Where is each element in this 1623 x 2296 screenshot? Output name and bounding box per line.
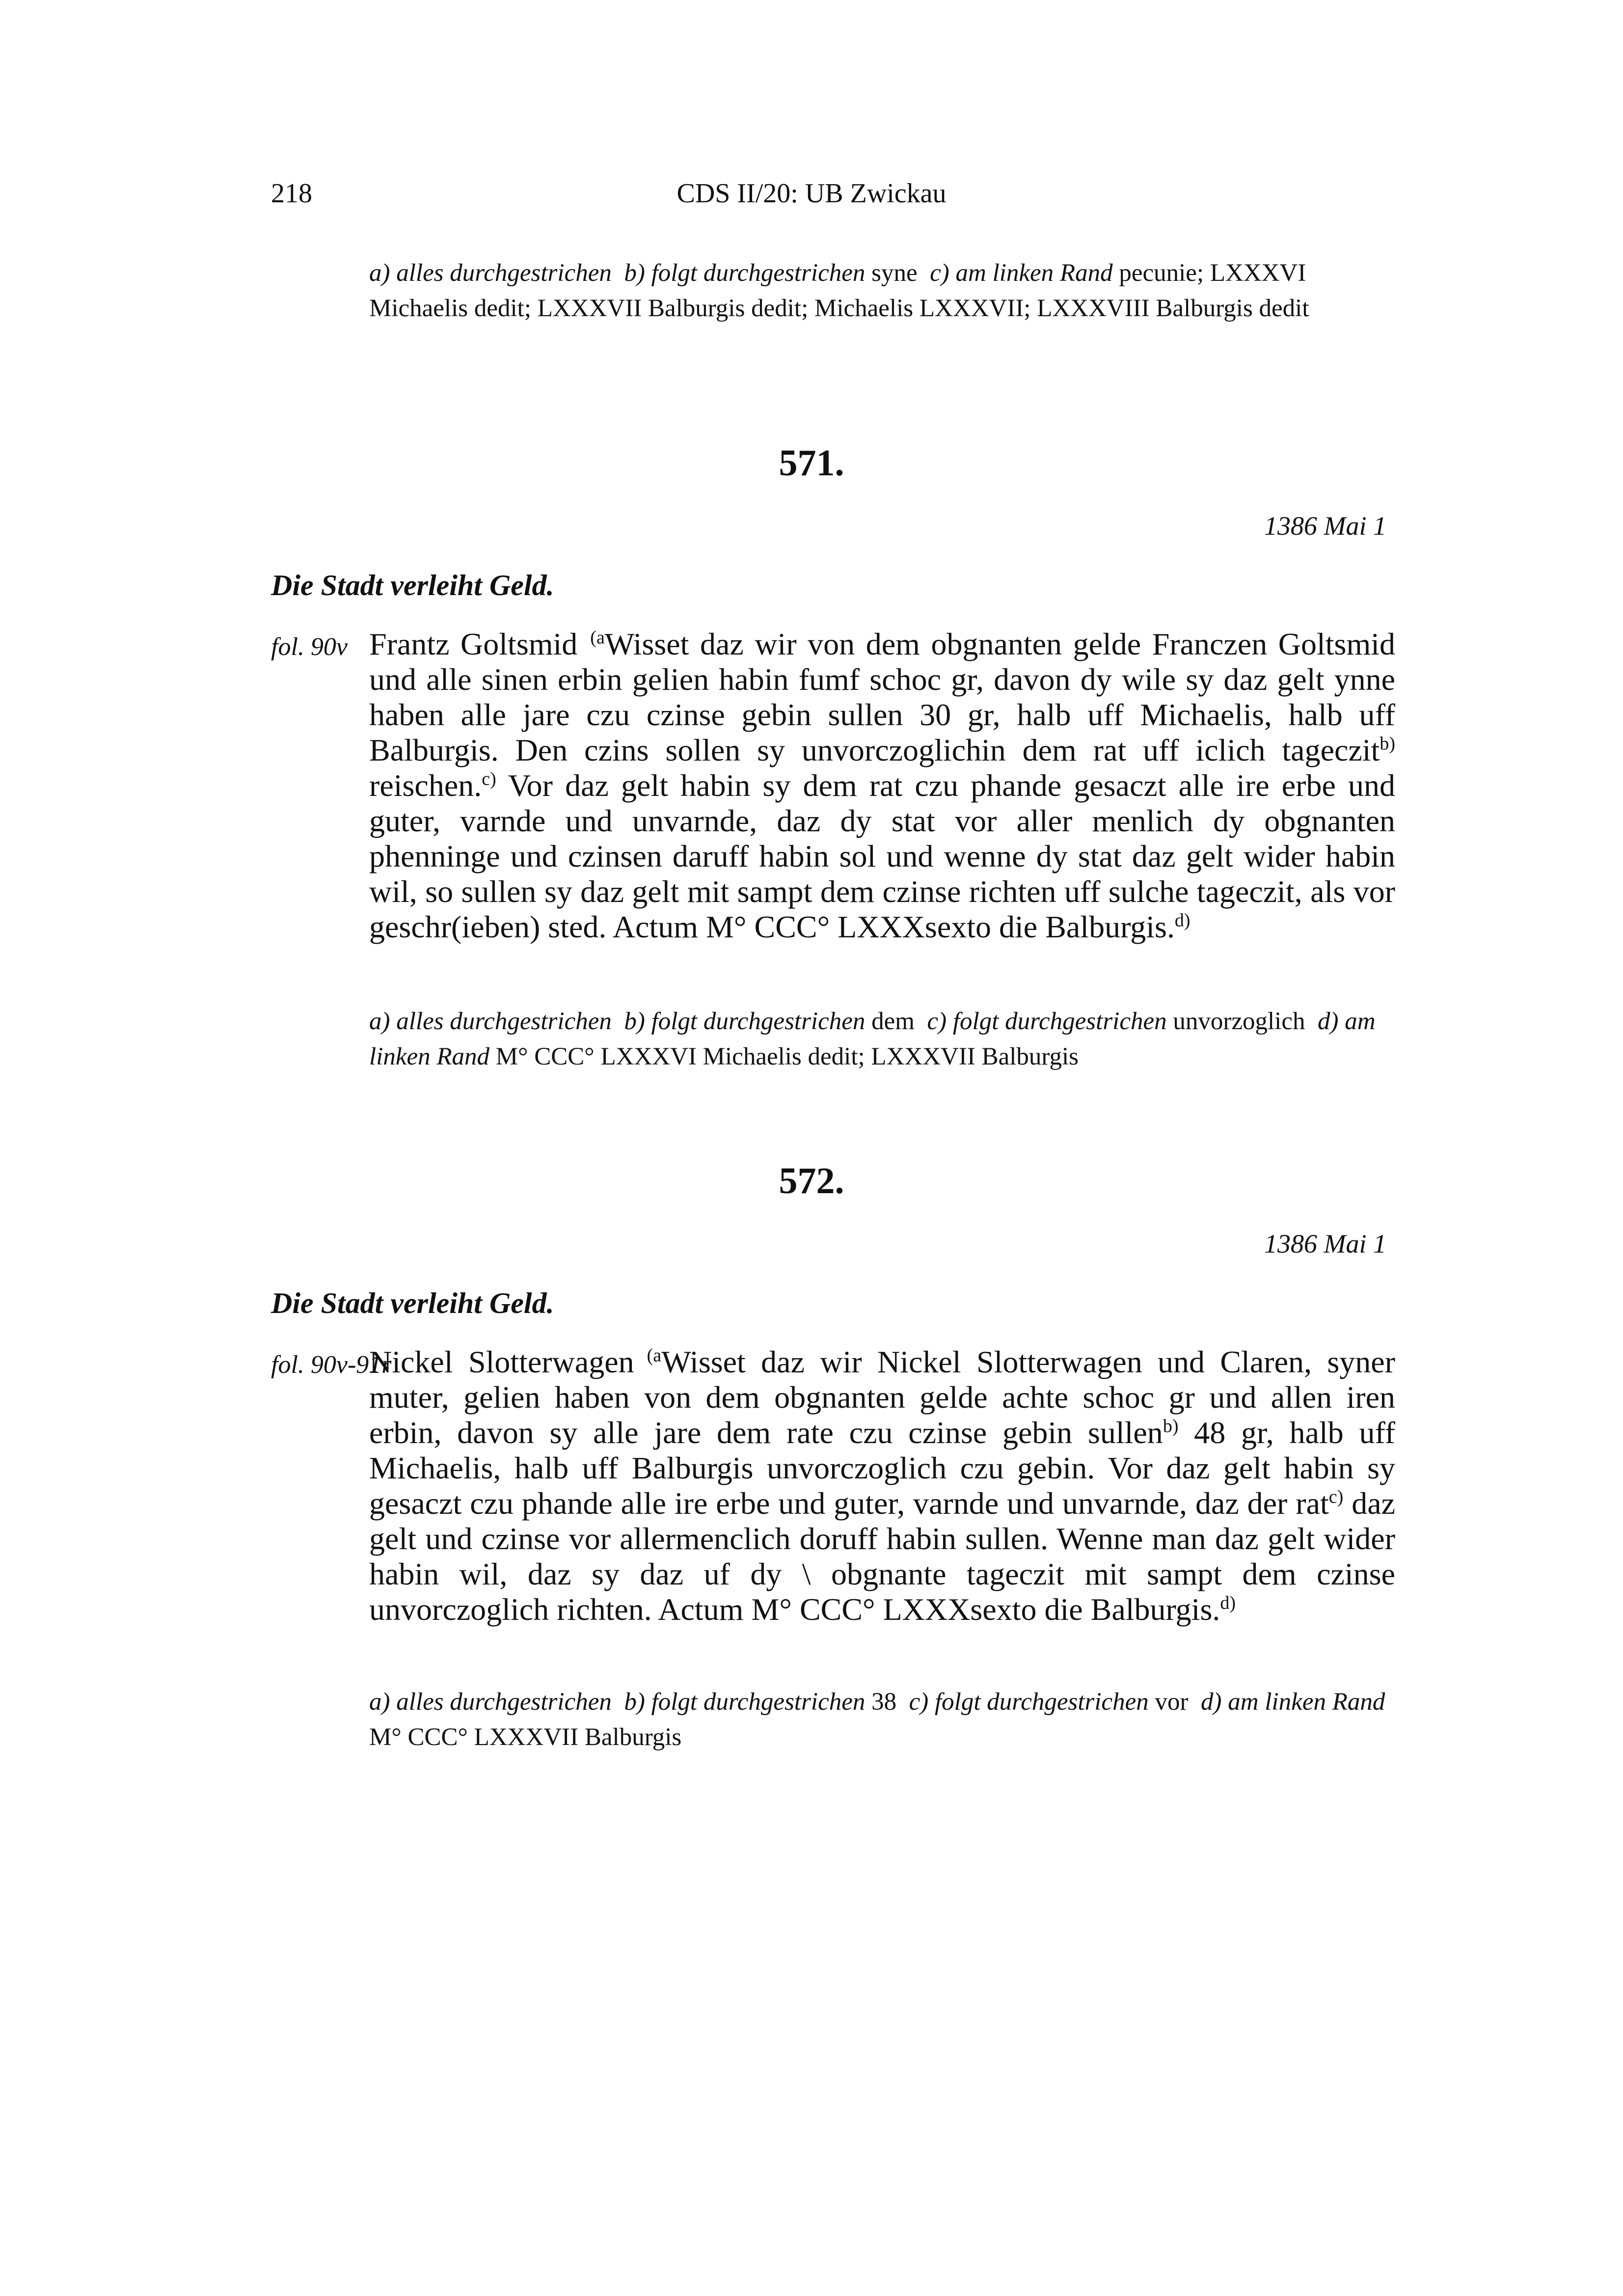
note-text: alles durchgestrichen	[396, 259, 612, 287]
note-content: M° CCC° LXXXVI Michaelis dedit; LXXXVII Balburgis	[495, 1043, 1079, 1070]
note-text: folgt durchgestrichen	[651, 1688, 866, 1716]
entry-number: 572.	[779, 1160, 844, 1202]
note-marker: c)	[927, 1008, 947, 1035]
footnote-ref: c)	[482, 768, 496, 790]
entry-date: 1386 Mai 1	[1264, 511, 1386, 541]
entry-text: 48 gr, halb uff Michaelis, halb uff Balburgis unvorczoglich czu gebin. Vor daz gelt habin sy gesaczt czu phande alle ire erbe und guter, varnde und unvarnde, daz der rat	[369, 1415, 1396, 1521]
note-word: unvorzoglich	[1173, 1008, 1305, 1035]
note-text: am linken Rand	[955, 259, 1113, 287]
folio-reference: fol. 90v-91r	[271, 1351, 392, 1379]
entry-lead: Nickel Slotterwagen	[369, 1344, 634, 1379]
footnote-ref: c)	[1328, 1486, 1344, 1507]
note-text: folgt durchgestrichen	[952, 1008, 1167, 1035]
entry-lead: Frantz Goltsmid	[369, 627, 578, 661]
entry-text: daz gelt und czinse vor allermenclich doruff habin sullen. Wenne man daz gelt wider habin wil, daz sy daz uf dy \ obgnante tageczit mit sampt dem czinse unvorczoglich richten. Actum M° CCC° LXXXsexto die Balburgis.	[369, 1486, 1396, 1627]
footnote-ref: d)	[1174, 910, 1190, 931]
note-marker: a)	[369, 1688, 390, 1716]
entry-title: Die Stadt verleiht Geld.	[271, 1287, 554, 1319]
page-number: 218	[271, 178, 312, 209]
entry-body: fol. 90v Frantz Goltsmid $^{(a}$Wisset daz wir von dem obgnanten gelde Franczen Goltsmid und alle sinen erbin gelien habin fumf schoc gr, davon dy wile sy daz gelt ynne haben alle jare czu czinse gebin sullen 30 gr, halb uff Michaelis, halb uff Balburgis. Den czins sollen sy unvorczoglichin dem rat uff iclich tageczit$^{b)}$ reischen.$^{c)}$ Vor daz gelt habin sy dem rat czu phande gesaczt alle ire erbe und guter, varnde und unvarnde, daz dy stat vor aller menlich dy obgnanten phenninge und czinsen daruff habin sol und wenne dy stat daz gelt wider habin wil, so sullen sy daz gelt mit sampt dem czinse richten uff sulche tageczit, als vor geschr(ieben) sted. Actum M° CCC° LXXXsexto die Balburgis.$^{d)}$	[271, 627, 1396, 944]
note-word: dem	[871, 1008, 915, 1035]
note-content: pecunie; LXXXVI Michaelis dedit; LXXXVII Balburgis dedit; Michaelis LXXXVII; LXXXVIII Balburgis dedit	[369, 259, 1309, 322]
entry-text: Wisset daz wir Nickel Slotterwagen und Claren, syner muter, gelien haben von dem obgnanten gelde achte schoc gr und allen iren erbin, davon sy alle jare dem rate czu czinse gebin sullen	[369, 1344, 1396, 1450]
note-text: am linken Rand	[1228, 1688, 1385, 1716]
note-word: 38	[871, 1688, 897, 1716]
entry-footnotes	[369, 1684, 1395, 1755]
note-text: alles durchgestrichen	[396, 1688, 612, 1716]
note-marker: a)	[369, 1008, 390, 1035]
footnote-ref: b)	[1163, 1416, 1179, 1437]
entry-number: 571.	[779, 442, 844, 484]
note-text: alles durchgestrichen	[396, 1008, 612, 1035]
entry-text: reischen.	[369, 768, 482, 803]
entry-date: 1386 Mai 1	[1264, 1229, 1386, 1258]
note-marker: c)	[909, 1688, 929, 1716]
note-text: am linken Rand	[369, 1008, 1376, 1070]
note-marker: b)	[624, 1688, 645, 1716]
note-text: folgt durchgestrichen	[651, 1008, 866, 1035]
entry-footnotes	[369, 1004, 1395, 1074]
entry-text: Vor daz gelt habin sy dem rat czu phande gesaczt alle ire erbe und guter, varnde und unvarnde, daz dy stat vor aller menlich dy obgnanten phenninge und czinsen daruff habin sol und wenne dy stat daz gelt wider habin wil, so sullen sy daz gelt mit sampt dem czinse richten uff sulche tageczit, als vor geschr(ieben) sted. Actum M° CCC° LXXXsexto die Balburgis.	[369, 768, 1395, 944]
note-content: M° CCC° LXXXVII Balburgis	[369, 1723, 682, 1751]
note-word: vor	[1155, 1688, 1189, 1716]
footnote-ref: b)	[1380, 733, 1395, 754]
top-footnotes	[369, 255, 1395, 326]
note-marker: d)	[1201, 1688, 1222, 1716]
entry-body: fol. 90v-91r Nickel Slotterwagen $^{(a}$Wisset daz wir Nickel Slotterwagen und Claren, syner muter, gelien haben von dem obgnanten gelde achte schoc gr und allen iren erbin, davon sy alle jare dem rate czu czinse gebin sullen$^{b)}$ 48 gr, halb uff Michaelis, halb uff Balburgis unvorczoglich czu gebin. Vor daz gelt habin sy gesaczt czu phande alle ire erbe und guter, varnde und unvarnde, daz der rat$^{c)}$ daz gelt und czinse vor allermenclich doruff habin sullen. Wenne man daz gelt wider habin wil, daz sy daz uf dy \ obgnante tageczit mit sampt dem czinse unvorczoglich richten. Actum M° CCC° LXXXsexto die Balburgis.$^{d)}$	[271, 1344, 1396, 1627]
footnote-ref: d)	[1220, 1592, 1236, 1613]
note-text: folgt durchgestrichen	[935, 1688, 1149, 1716]
note-text: folgt durchgestrichen	[651, 259, 866, 287]
entry-title: Die Stadt verleiht Geld.	[271, 569, 554, 601]
folio-reference: fol. 90v	[271, 633, 348, 661]
entry-text: Wisset daz wir von dem obgnanten gelde Franczen Goltsmid und alle sinen erbin gelien habin fumf schoc gr, davon dy wile sy daz gelt ynne haben alle jare czu czinse gebin sullen 30 gr, halb uff Michaelis, halb uff Balburgis. Den czins sollen sy unvorczoglichin dem rat uff iclich tageczit	[369, 627, 1396, 767]
note-marker: d)	[1317, 1008, 1339, 1035]
running-title: CDS II/20: UB Zwickau	[676, 178, 947, 209]
note-marker: a)	[369, 259, 390, 287]
note-marker: c)	[930, 259, 949, 287]
note-marker: b)	[624, 1008, 645, 1035]
note-word: syne	[871, 259, 918, 287]
note-marker: b)	[624, 259, 645, 287]
